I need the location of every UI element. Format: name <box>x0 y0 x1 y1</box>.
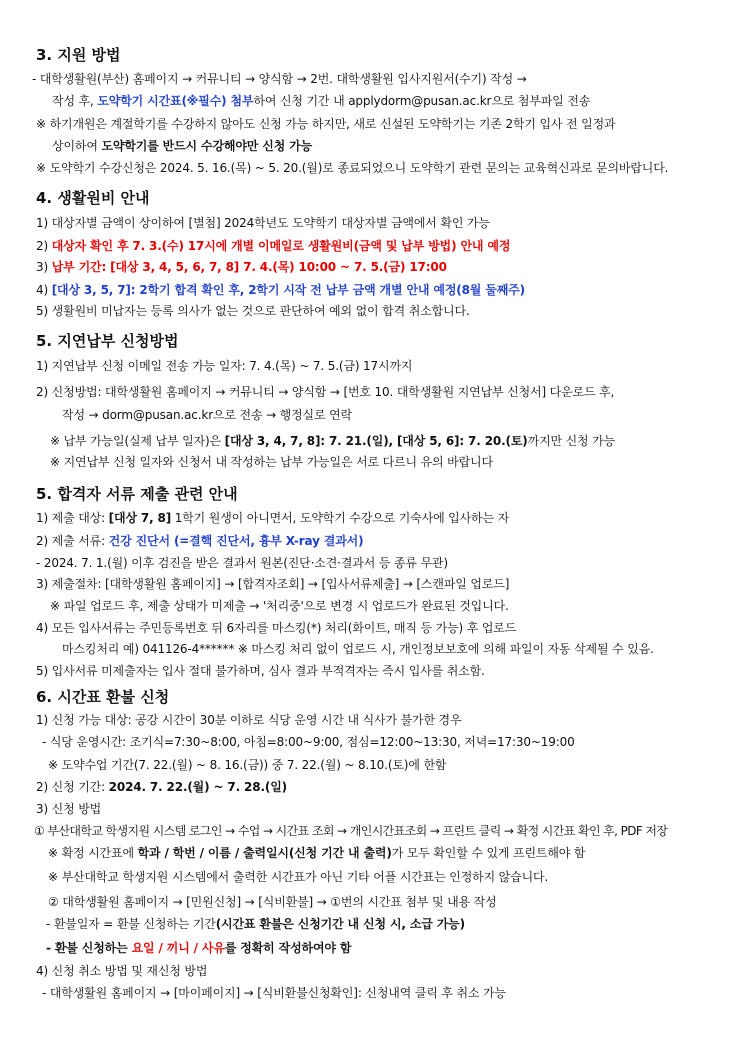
text-line <box>48 893 497 911</box>
text-segment: ※ 파일 업로드 후, 제출 상태가 미제출 → '처리중'으로 변경 시 업로드가 완료된 것입니다. <box>50 599 509 613</box>
text-line <box>62 640 654 658</box>
text-segment: 2024. 7. 22.(월) ~ 7. 28.(일) <box>108 780 287 794</box>
text-segment: 작성 후, <box>52 94 98 108</box>
text-line <box>36 662 485 680</box>
text-segment: 1) 신청 가능 대상: 공강 시간이 30분 이하로 식당 운영 시간 내 식사가 불가한 경우 <box>36 713 462 727</box>
section-heading: 3. 지원 방법 <box>36 46 121 64</box>
text-segment: 마스킹처리 예) 041126-4****** ※ 마스킹 처리 없이 업로드 시, 개인정보보호에 의해 파일이 자동 삭제될 수 있음. <box>62 642 654 656</box>
text-line <box>36 575 509 593</box>
text-line <box>36 237 510 255</box>
text-segment: - 환불 신청하는 <box>46 941 132 955</box>
text-line <box>36 532 363 550</box>
text-segment: ① 부산대학교 학생지원 시스템 로그인 → 수업 → 시간표 조회 → 개인시간표조회 → 프린트 클릭 → 확정 시간표 확인 후, PDF 저장 <box>34 824 668 838</box>
text-line <box>34 822 667 840</box>
text-segment: ※ 도약수업 기간(7. 22.(월) ~ 8. 16.(금)) 중 7. 22.(월) ~ 8.10.(토)에 한함 <box>48 758 447 772</box>
text-segment: 5) 입사서류 미제출자는 입사 절대 불가하며, 심사 결과 부적격자는 즉시 입사를 취소함. <box>36 664 485 678</box>
text-line <box>50 432 615 450</box>
text-line <box>36 258 447 276</box>
section-heading: 5. 지연납부 신청방법 <box>36 332 179 350</box>
text-line <box>36 281 525 299</box>
text-segment: ※ 부산대학교 학생지원 시스템에서 출력한 시간표가 아닌 기타 어플 시간표는 인정하지 않습니다. <box>48 870 549 884</box>
text-line <box>52 92 590 110</box>
text-line <box>46 939 351 957</box>
text-segment: 까지만 신청 가능 <box>527 434 616 448</box>
text-line <box>48 844 585 862</box>
text-segment: ※ 도약학기 수강신청은 2024. 5. 16.(목) ~ 5. 20.(월)로 종료되었으니 도약학기 관련 문의는 교육혁신과로 문의바랍니다. <box>36 161 669 175</box>
text-line <box>36 711 461 729</box>
text-segment: [대상 3, 5, 7]: 2학기 합격 확인 후, 2학기 시작 전 납부 금액 개별 안내 예정(8월 둘째주) <box>51 283 525 297</box>
text-segment: 대상자 확인 후 7. 3.(수) 17시에 개별 이메일로 생활원비(금액 및 납부 방법) 안내 예정 <box>51 239 511 253</box>
text-segment: 4) <box>36 283 52 297</box>
text-segment: 5) 생활원비 미납자는 등록 의사가 없는 것으로 판단하여 예외 없이 합격 취소합니다. <box>36 304 470 318</box>
text-line <box>52 137 312 155</box>
text-segment: - 2024. 7. 1.(월) 이후 검진을 받은 결과서 원본(진단·소견·결과서 등 종류 무관) <box>36 556 448 570</box>
text-segment: 2) 제출 서류: <box>36 534 109 548</box>
text-segment: ※ 하기개원은 계절학기를 수강하지 않아도 신청 가능 하지만, 새로 신설된 도약학기는 기존 2학기 입사 전 일정과 <box>36 117 616 131</box>
text-segment: 납부 기간: [대상 3, 4, 5, 6, 7, 8] 7. 4.(목) 10:00 ~ 7. 5.(금) 17:00 <box>51 260 447 274</box>
text-segment: - 환불일자 = 환불 신청하는 기간 <box>46 917 216 931</box>
text-line <box>36 962 207 980</box>
text-segment: 1) 지연납부 신청 이메일 전송 가능 일자: 7. 4.(목) ~ 7. 5.(금) 17시까지 <box>36 359 413 373</box>
text-segment: 4) 신청 취소 방법 및 재신청 방법 <box>36 964 208 978</box>
text-segment: ※ 지연납부 신청 일자와 신청서 내 작성하는 납부 가능일은 서로 다르니 유의 바랍니다 <box>50 455 493 469</box>
text-segment: 3) <box>36 260 52 274</box>
text-segment: ※ 납부 가능일(실제 납부 일자)은 <box>50 434 225 448</box>
text-line <box>32 70 527 88</box>
text-line <box>36 778 287 796</box>
section-heading: 6. 시간표 환불 신청 <box>36 688 170 706</box>
text-line <box>42 733 575 751</box>
text-line <box>36 357 412 375</box>
text-segment: 1학기 원생이 아니면서, 도약학기 수강으로 기숙사에 입사하는 자 <box>171 511 510 525</box>
text-segment: 4) 모든 입사서류는 주민등록번호 뒤 6자리를 마스킹(*) 처리(화이트, 매직 등 가능) 후 업로드 <box>36 621 517 635</box>
text-segment: 1) 제출 대상: <box>36 511 109 525</box>
text-segment: [대상 7, 8] <box>108 511 172 525</box>
text-line <box>36 115 615 133</box>
text-segment: ② 대학생활원 홈페이지 → [민원신청] → [식비환불] → ①번의 시간표 첨부 및 내용 작성 <box>48 895 497 909</box>
text-segment: 1) 대상자별 금액이 상이하여 [별첨] 2024학년도 도약학기 대상자별 금액에서 확인 가능 <box>36 216 490 230</box>
text-line <box>36 509 509 527</box>
text-line <box>48 868 548 886</box>
text-segment: 도약학기를 반드시 수강해야만 신청 가능 <box>101 139 313 153</box>
text-segment: 2) 신청방법: 대학생활원 홈페이지 → 커뮤니티 → 양식함 → [번호 10. 대학생활원 지연납부 신청서] 다운로드 후, <box>36 385 615 399</box>
text-line <box>48 756 446 774</box>
text-line <box>42 984 506 1002</box>
text-segment: 를 정확히 작성하여야 함 <box>224 941 352 955</box>
text-segment: 3) 신청 방법 <box>36 802 102 816</box>
text-segment: - 대학생활원(부산) 홈페이지 → 커뮤니티 → 양식함 → 2번. 대학생활원 입사지원서(수기) 작성 → <box>32 72 527 86</box>
text-segment: 학과 / 학번 / 이름 / 출력일시(신청 기간 내 출력) <box>137 846 392 860</box>
text-line <box>46 915 465 933</box>
text-segment: - 대학생활원 홈페이지 → [마이페이지] → [식비환불신청확인]: 신청내역 클릭 후 취소 가능 <box>42 986 506 1000</box>
text-line <box>36 554 448 572</box>
text-segment: 2) <box>36 239 52 253</box>
text-segment: 도약학기 시간표(※필수) 첨부 <box>97 94 254 108</box>
text-segment: 요일 / 끼니 / 사유 <box>131 941 225 955</box>
text-line <box>36 302 470 320</box>
text-segment: 가 모두 확인할 수 있게 프린트해야 함 <box>391 846 586 860</box>
text-line <box>36 383 614 401</box>
text-segment: ※ 확정 시간표에 <box>48 846 138 860</box>
section-heading: 4. 생활원비 안내 <box>36 189 150 207</box>
text-line <box>36 800 101 818</box>
text-line <box>50 597 509 615</box>
text-segment: 작성 → dorm@pusan.ac.kr으로 전송 → 행정실로 연락 <box>62 408 352 422</box>
text-line <box>36 159 668 177</box>
section-heading: 5. 합격자 서류 제출 관련 안내 <box>36 485 238 503</box>
text-line <box>50 453 493 471</box>
text-segment: 건강 진단서 (=결핵 진단서, 흉부 X-ray 결과서) <box>108 534 364 548</box>
text-segment: 2) 신청 기간: <box>36 780 109 794</box>
text-segment: (시간표 환불은 신청기간 내 신청 시, 소급 가능) <box>215 917 465 931</box>
text-segment: 하여 신청 기간 내 applydorm@pusan.ac.kr으로 첨부파일 전송 <box>253 94 591 108</box>
text-segment: 상이하여 <box>52 139 102 153</box>
text-line <box>36 619 516 637</box>
text-segment: - 식당 운영시간: 조기식=7:30~8:00, 아침=8:00~9:00, 점심=12:00~13:30, 저녁=17:30~19:00 <box>42 735 575 749</box>
text-segment: [대상 3, 4, 7, 8]: 7. 21.(일), [대상 5, 6]: 7. 20.(토) <box>224 434 528 448</box>
text-line <box>62 406 352 424</box>
text-segment: 3) 제출절차: [대학생활원 홈페이지] → [합격자조회] → [입사서류제출] → [스캔파일 업로드] <box>36 577 510 591</box>
text-line <box>36 214 490 232</box>
